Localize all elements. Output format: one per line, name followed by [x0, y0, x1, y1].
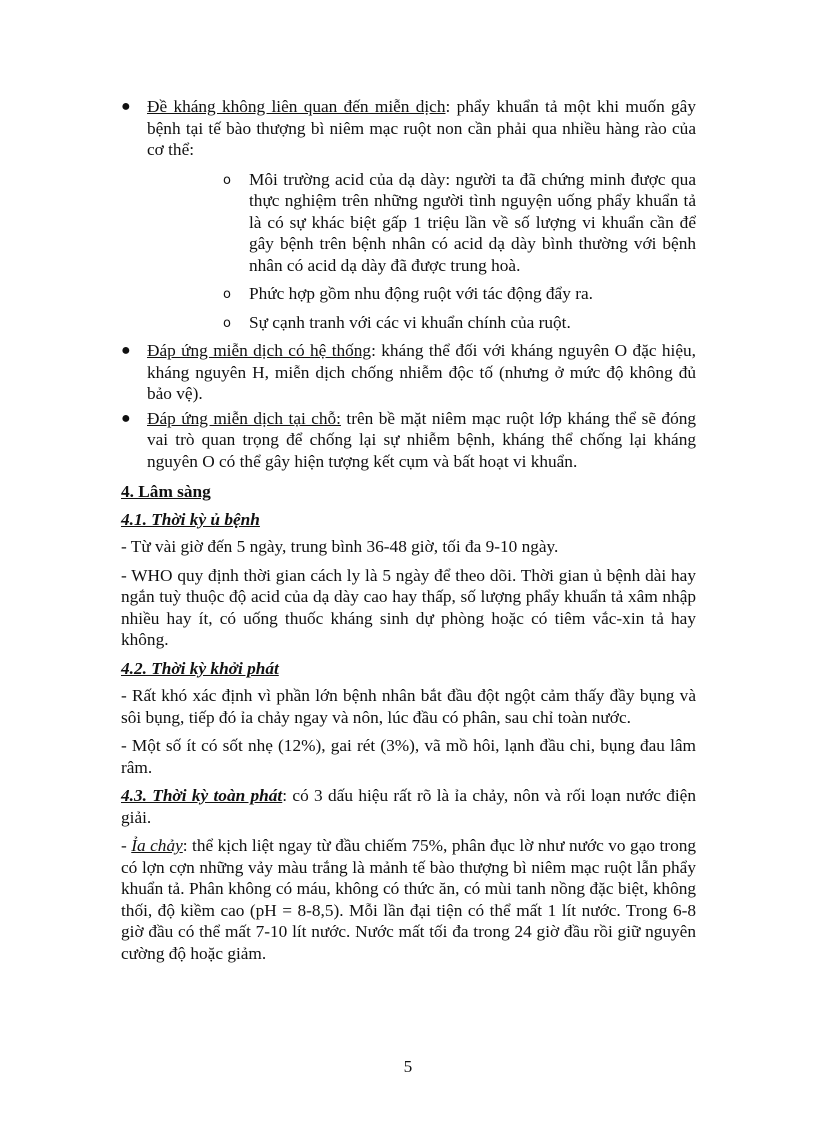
bullet-label: Đề kháng không liên quan đến miễn dịch	[147, 97, 446, 116]
bullet-text: : phẩy khuẩn tả một khi muốn gây bệnh tại tế bào thượng bì niêm mạc ruột non cần phải qua nhiều hàng rào của cơ thể:	[147, 97, 696, 159]
bullet-item-local-immunity	[121, 408, 696, 473]
bullet-paragraph	[147, 340, 696, 405]
circle-marker-icon: o	[223, 315, 231, 331]
bullet-label: Đáp ứng miễn dịch có hệ thống	[147, 341, 372, 360]
circle-marker-icon: o	[223, 287, 231, 302]
paragraph-text: : có 3 dấu hiệu rất rõ là ỉa chảy, nôn và rối loạn nước điện giải.	[121, 786, 696, 827]
sub-item-stomach-acid	[223, 169, 696, 277]
page-number: 5	[403, 1057, 413, 1076]
bullet-marker: ●	[121, 98, 131, 115]
subsection-heading-onset: 4.2. Thời kỳ khởi phát	[121, 658, 279, 678]
sub-item-peristalsis	[223, 283, 696, 305]
paragraph: - Một số ít có sốt nhẹ (12%), gai rét (3%), vã mồ hôi, lạnh đầu chi, bụng đau lâm râm.	[121, 736, 696, 777]
paragraph: - Rất khó xác định vì phần lớn bệnh nhân bắt đầu đột ngột cảm thấy đầy bụng và sôi bụng, tiếp đó ỉa chảy ngay và nôn, lúc đầu có phân, sau chỉ toàn nước.	[121, 686, 696, 727]
subsection-heading-incubation: 4.1. Thời kỳ ủ bệnh	[121, 509, 260, 529]
subsection-full-stage	[121, 785, 696, 828]
circle-marker-icon: o	[223, 172, 231, 188]
bullet-text: trên bề mặt niêm mạc ruột lớp kháng thể sẽ đóng vai trò quan trọng để chống lại sự nhiễm bệnh, kháng thể chống lại kháng nguyên O có thể gây hiện tượng kết cụm và bất hoạt vi khuẩn.	[147, 408, 696, 471]
sub-list	[223, 169, 696, 334]
bullet-marker: ●	[121, 342, 131, 359]
dash-prefix: -	[121, 836, 132, 855]
bullet-item-systemic-immunity	[121, 340, 696, 405]
paragraph: - WHO quy định thời gian cách ly là 5 ngày để theo dõi. Thời gian ủ bệnh dài hay ngắn tuỳ thuộc độ acid của dạ dày cao hay thấp, số lượng phẩy khuẩn tả xâm nhập nhiều hay ít, có uống thuốc kháng sinh dự phòng hoặc có tiêm vắc-xin tả hay không.	[121, 565, 696, 649]
section-heading-clinical: 4. Lâm sàng	[121, 482, 211, 501]
bullet-marker: ●	[121, 409, 131, 427]
paragraph-text: : thể kịch liệt ngay từ đầu chiếm 75%, phân đục lờ như nước vo gạo trong có lợn cợn những vảy màu trắng là mảnh tế bào thượng bì niêm mạc ruột lẫn phẩy khuẩn tả. Phân không có máu, không có thức ăn, có mùi tanh nồng đặc biệt, không thối, độ kiềm cao (pH = 8-8,5). Mỗi lần đại tiện có thể mất 1 lít nước. Trong 6-8 giờ đầu có thể mất 7-10 lít nước. Nước mất tối đa trong 24 giờ đầu rồi giữ nguyên cường độ hoặc giảm.	[121, 836, 696, 963]
diarrhea-label: Ỉa chảy	[131, 836, 183, 855]
text-column	[121, 96, 696, 971]
sub-item-text: Môi trường acid của dạ dày: người ta đã chứng minh được qua thực nghiệm trên những người tình nguyện uống phẩy khuẩn tả là có sự khác biệt gấp 1 triệu lần về số lượng vi khuẩn cần để gây bệnh trên bệnh nhân có acid dạ dày bình thường với bệnh nhân có acid dạ dày đã được trung hoà.	[249, 169, 696, 275]
sub-item-competition	[223, 312, 696, 334]
sub-item-text: Phức hợp gồm nhu động ruột với tác động đẩy ra.	[249, 284, 593, 303]
bullet-label: Đáp ứng miễn dịch tại chỗ:	[147, 408, 341, 428]
bullet-paragraph	[147, 408, 696, 473]
paragraph: - Từ vài giờ đến 5 ngày, trung bình 36-48 giờ, tối đa 9-10 ngày.	[121, 537, 559, 556]
subsection-heading-full-stage: 4.3. Thời kỳ toàn phát	[121, 786, 283, 805]
bullet-paragraph	[147, 96, 696, 161]
paragraph-diarrhea	[121, 835, 696, 964]
sub-item-text: Sự cạnh tranh với các vi khuẩn chính của ruột.	[249, 312, 571, 332]
bullet-text: : kháng thể đối với kháng nguyên O đặc hiệu, kháng nguyên H, miễn dịch chống nhiễm độc tố (nhưng ở mức độ không đủ bảo vệ).	[147, 341, 696, 403]
bullet-item-non-immune-resistance	[121, 96, 696, 333]
